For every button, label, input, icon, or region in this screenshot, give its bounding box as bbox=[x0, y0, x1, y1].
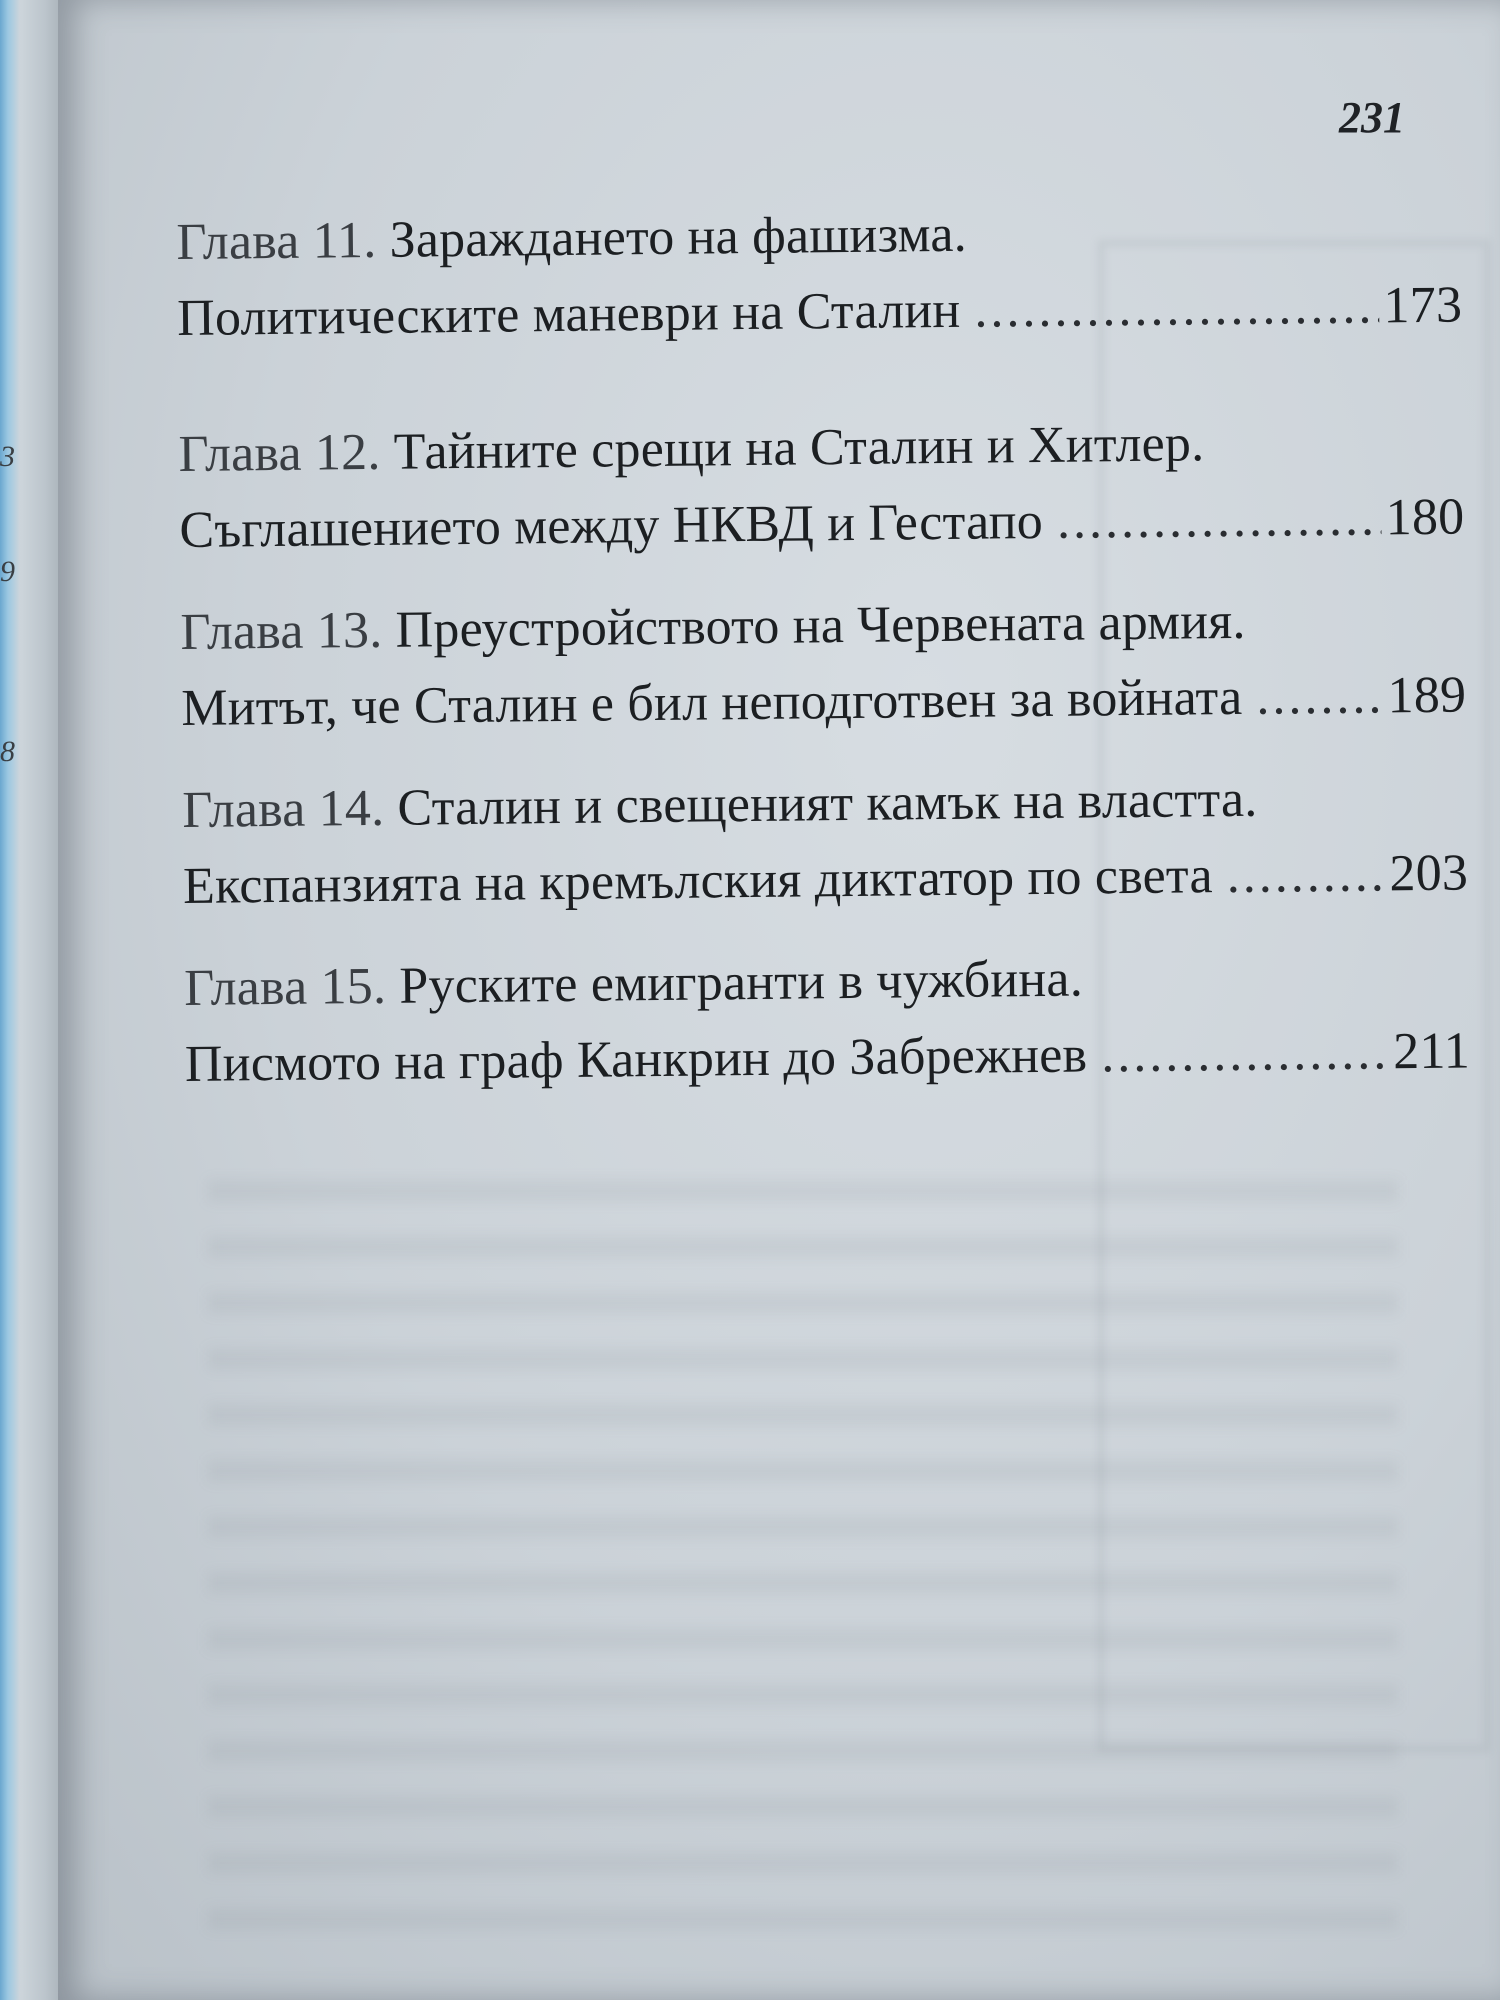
margin-number: 9 bbox=[0, 555, 15, 588]
dot-leader bbox=[1256, 658, 1384, 735]
toc-entry-subtitle-line bbox=[185, 1013, 1471, 1102]
toc-entry-subtitle-line bbox=[177, 268, 1463, 357]
dot-leader bbox=[1101, 1014, 1390, 1093]
margin-number: 3 bbox=[0, 440, 15, 473]
chapter-subtitle: Експанзията на кремълския диктатор по света bbox=[182, 847, 1214, 915]
chapter-title: Руските емигранти в чужбина. bbox=[399, 950, 1084, 1015]
chapter-page-number: 189 bbox=[1387, 666, 1467, 725]
chapter-subtitle: Съглашението между НКВД и Гестапо bbox=[179, 492, 1044, 559]
chapter-title: Тайните срещи на Сталин и Хитлер. bbox=[393, 415, 1205, 481]
toc-entry bbox=[180, 582, 1467, 747]
toc-entry-subtitle-line bbox=[183, 836, 1469, 925]
chapter-label: Глава 14. bbox=[182, 779, 398, 839]
toc-entry bbox=[182, 760, 1469, 925]
chapter-page-number: 211 bbox=[1392, 1022, 1471, 1081]
dot-leader bbox=[1226, 836, 1386, 914]
chapter-label: Глава 15. bbox=[183, 957, 400, 1017]
previous-page-edge bbox=[0, 0, 62, 2000]
chapter-page-number: 203 bbox=[1389, 844, 1469, 903]
toc-entry-title-line bbox=[180, 582, 1466, 671]
chapter-subtitle: Писмото на граф Канкрин до Забрежнев bbox=[184, 1026, 1088, 1093]
chapter-page-number: 180 bbox=[1385, 488, 1465, 547]
chapter-label: Глава 12. bbox=[178, 423, 395, 483]
table-of-contents bbox=[176, 192, 1470, 1103]
dot-leader bbox=[1057, 480, 1383, 559]
book-page bbox=[58, 0, 1500, 2000]
chapter-title: Зараждането на фашизма. bbox=[389, 205, 968, 269]
dot-leader bbox=[974, 268, 1380, 348]
toc-entry-title-line bbox=[178, 404, 1464, 493]
toc-entry bbox=[184, 938, 1471, 1103]
chapter-label: Глава 13. bbox=[180, 601, 396, 661]
toc-entry-title-line bbox=[182, 760, 1468, 849]
toc-entry-subtitle-line bbox=[179, 480, 1465, 569]
toc-entry bbox=[176, 192, 1463, 357]
chapter-title: Сталин и свещеният камък на властта. bbox=[397, 770, 1258, 837]
page-number: 231 bbox=[1339, 93, 1405, 142]
chapter-subtitle: Политическите маневри на Сталин bbox=[176, 281, 961, 347]
margin-number: 8 bbox=[0, 735, 15, 768]
toc-entry-subtitle-line bbox=[181, 658, 1467, 747]
chapter-label: Глава 11. bbox=[176, 211, 390, 271]
chapter-subtitle: Митът, че Сталин е бил неподготвен за войната bbox=[180, 668, 1243, 737]
toc-entry bbox=[178, 404, 1465, 569]
toc-entry-title-line bbox=[184, 938, 1470, 1027]
chapter-page-number: 173 bbox=[1383, 276, 1463, 335]
chapter-title: Преустройството на Червената армия. bbox=[395, 592, 1246, 659]
toc-entry-title-line bbox=[176, 192, 1462, 281]
